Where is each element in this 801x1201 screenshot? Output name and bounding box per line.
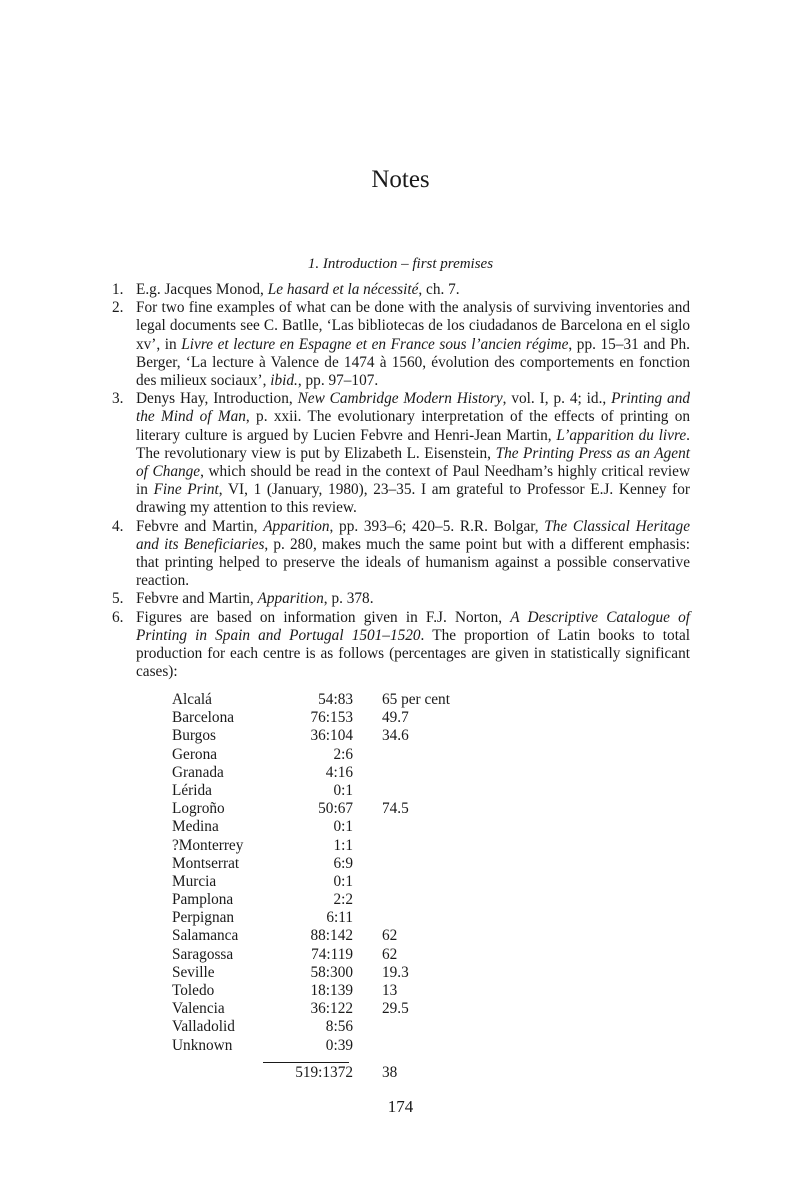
note-text: , VI, 1 (January, 1980), 23–35. I am grateful to Professor E.J. Kenney for drawing my attention to this review. <box>136 481 690 517</box>
table-total-label <box>172 1064 281 1082</box>
note-title-italic: L’apparition du livre <box>556 426 687 444</box>
table-ratio: 54:83 <box>318 691 353 708</box>
table-city: Pamplona <box>172 891 234 909</box>
table-ratio: 50:67 <box>318 800 353 818</box>
table-city: Alcalá <box>172 691 212 708</box>
table-row <box>172 873 450 891</box>
note-text: , pp. 15–31 and Ph. Berger, ‘La lecture à Valence de 1474 à 1560, évolution des comportements en fonction des milieux sociaux’, <box>136 335 690 390</box>
table-city: Barcelona <box>172 709 235 727</box>
table-ratio: 1:1 <box>333 836 353 854</box>
note-text: For two fine examples of what can be done with the analysis of surviving inventories and legal documents see C. Batlle, ‘Las bibliotecas de los ciudadanos de Barcelona en el siglo xv’, in <box>136 299 690 353</box>
note-title-italic: Livre et lecture en Espagne et en France sous l’ancien régime <box>181 335 569 353</box>
note-text: . The proportion of Latin books to total production for each centre is as follows (percentages are given in statistically significant cases): <box>136 626 690 681</box>
table-pct: 62 <box>382 927 398 945</box>
table-total-row <box>172 1064 397 1082</box>
note-title-italic: A Descriptive Catalogue of Printing in Spain and Portugal 1501–1520 <box>136 608 690 644</box>
table-row <box>172 691 450 709</box>
table-pct: 65 per cent <box>382 691 450 708</box>
table-ratio: 2:6 <box>333 745 353 763</box>
note-title-italic: The Printing Press as an Agent of Change <box>136 444 690 481</box>
page-number: 174 <box>387 1097 414 1116</box>
table-city: Unknown <box>172 1036 233 1054</box>
table-ratio: 74:119 <box>311 945 353 963</box>
table-city: Salamanca <box>172 927 239 945</box>
table-city: Lérida <box>172 781 212 799</box>
table-ratio: 4:16 <box>325 763 353 781</box>
note-text: E.g. Jacques Monod, <box>136 281 268 298</box>
note-title-italic: Apparition <box>263 517 330 535</box>
chapter-heading: 1. Introduction – first premises <box>307 256 494 272</box>
table-ratio: 0:1 <box>333 781 353 799</box>
table-total-ratio: 519:1372 <box>295 1064 353 1081</box>
notes-list <box>112 281 690 681</box>
table-ratio: 76:153 <box>310 709 353 727</box>
note-title-italic: Le hasard et la nécessité <box>267 281 419 298</box>
note-text: , vol. I, p. 4; id., <box>502 390 612 408</box>
note-item <box>112 609 690 682</box>
note-title-italic: ibid. <box>270 372 298 390</box>
table-pct: 29.5 <box>382 1000 409 1018</box>
table-row <box>172 782 450 800</box>
table-row <box>172 855 450 873</box>
note-item <box>112 281 690 299</box>
table-pct: 74.5 <box>382 800 409 818</box>
table-row <box>172 1018 450 1036</box>
note-text: , p. 378. <box>323 590 374 608</box>
table-city: Gerona <box>172 745 218 763</box>
note-number: 6. <box>112 608 124 626</box>
table-pct: 62 <box>382 945 398 963</box>
note-title-italic: New Cambridge Modern History <box>297 390 503 408</box>
note-text: . The revolutionary view is put by Elizabeth L. Eisenstein, <box>136 426 690 462</box>
table-row <box>172 982 450 1000</box>
table-ratio: 0:1 <box>333 872 353 890</box>
table-row <box>172 727 450 745</box>
table-ratio: 0:1 <box>333 818 353 836</box>
note-title-italic: Printing and the Mind of Man <box>136 390 690 426</box>
table-city: Montserrat <box>172 854 240 872</box>
table-row <box>172 927 450 945</box>
table-ratio: 36:104 <box>310 727 353 745</box>
total-rule <box>263 1062 349 1063</box>
table-row <box>172 818 450 836</box>
page-title: Notes <box>371 166 430 193</box>
note-item <box>112 390 690 517</box>
table-ratio: 8:56 <box>325 1018 353 1036</box>
note-text: , p. xxii. The evolutionary interpretation of the effects of printing on literary culture is argued by Lucien Febvre and Henri-Jean Martin, <box>136 408 691 444</box>
note-text: Figures are based on information given in F.J. Norton, <box>136 608 511 626</box>
note-text: Febvre and Martin, <box>136 517 264 535</box>
note-item <box>112 518 690 591</box>
table-city: Seville <box>172 963 215 981</box>
table-row <box>172 837 450 855</box>
table-row <box>172 709 450 727</box>
note-text: , pp. 393–6; 420–5. R.R. Bolgar, <box>329 517 545 535</box>
table-city: Valencia <box>172 1000 225 1018</box>
table-pct: 49.7 <box>382 709 409 727</box>
table-ratio: 2:2 <box>333 891 353 909</box>
table-total-pct: 38 <box>382 1064 398 1081</box>
table-ratio: 88:142 <box>310 927 353 945</box>
table-pct: 13 <box>382 982 398 999</box>
table-ratio: 58:300 <box>310 963 353 981</box>
note-item <box>112 590 690 608</box>
note-number: 1. <box>112 281 124 298</box>
latin-books-table <box>172 691 450 1055</box>
note-text: , p. 280, makes much the same point but with a different emphasis: that printing helped to preserve the ideals of humanism against a possible conservative reaction. <box>136 535 690 590</box>
table-pct: 19.3 <box>382 963 409 981</box>
table-city: Saragossa <box>172 945 234 963</box>
table-row <box>172 746 450 764</box>
note-title-italic: Fine Print <box>153 481 219 499</box>
table-city: Valladolid <box>172 1018 235 1036</box>
table-city: Murcia <box>172 872 217 890</box>
table-pct: 34.6 <box>382 727 409 745</box>
table-city: Perpignan <box>172 909 235 927</box>
table-row <box>172 964 450 982</box>
table-row <box>172 891 450 909</box>
note-item <box>112 299 690 390</box>
table-city: ?Monterrey <box>172 836 244 854</box>
note-title-italic: The Classical Heritage and its Beneficiaries <box>136 517 690 553</box>
note-title-italic: Apparition <box>257 590 324 608</box>
table-city: Medina <box>172 818 219 836</box>
table-ratio: 6:11 <box>326 909 353 927</box>
table-city: Burgos <box>172 727 216 745</box>
note-number: 3. <box>112 390 124 408</box>
note-text: , which should be read in the context of Paul Needham’s highly critical review in <box>136 463 691 499</box>
note-text: Febvre and Martin, <box>136 590 258 608</box>
table-ratio: 36:122 <box>310 1000 353 1018</box>
note-text: , ch. 7. <box>418 281 460 298</box>
table-city: Granada <box>172 763 224 781</box>
table-row <box>172 946 450 964</box>
table-row <box>172 909 450 927</box>
table-ratio: 6:9 <box>333 854 353 872</box>
table-row <box>172 764 450 782</box>
table-city: Toledo <box>172 982 215 999</box>
note-number: 2. <box>112 299 124 317</box>
note-text: , pp. 97–107. <box>297 372 379 390</box>
table-ratio: 0:39 <box>325 1036 353 1054</box>
table-ratio: 18:139 <box>310 982 353 999</box>
table-city: Logroño <box>172 800 225 818</box>
table-row <box>172 1000 450 1018</box>
note-number: 5. <box>112 590 124 608</box>
table-row <box>172 1037 450 1055</box>
table-row <box>172 800 450 818</box>
note-text: Denys Hay, Introduction, <box>136 390 298 408</box>
note-number: 4. <box>112 517 124 535</box>
